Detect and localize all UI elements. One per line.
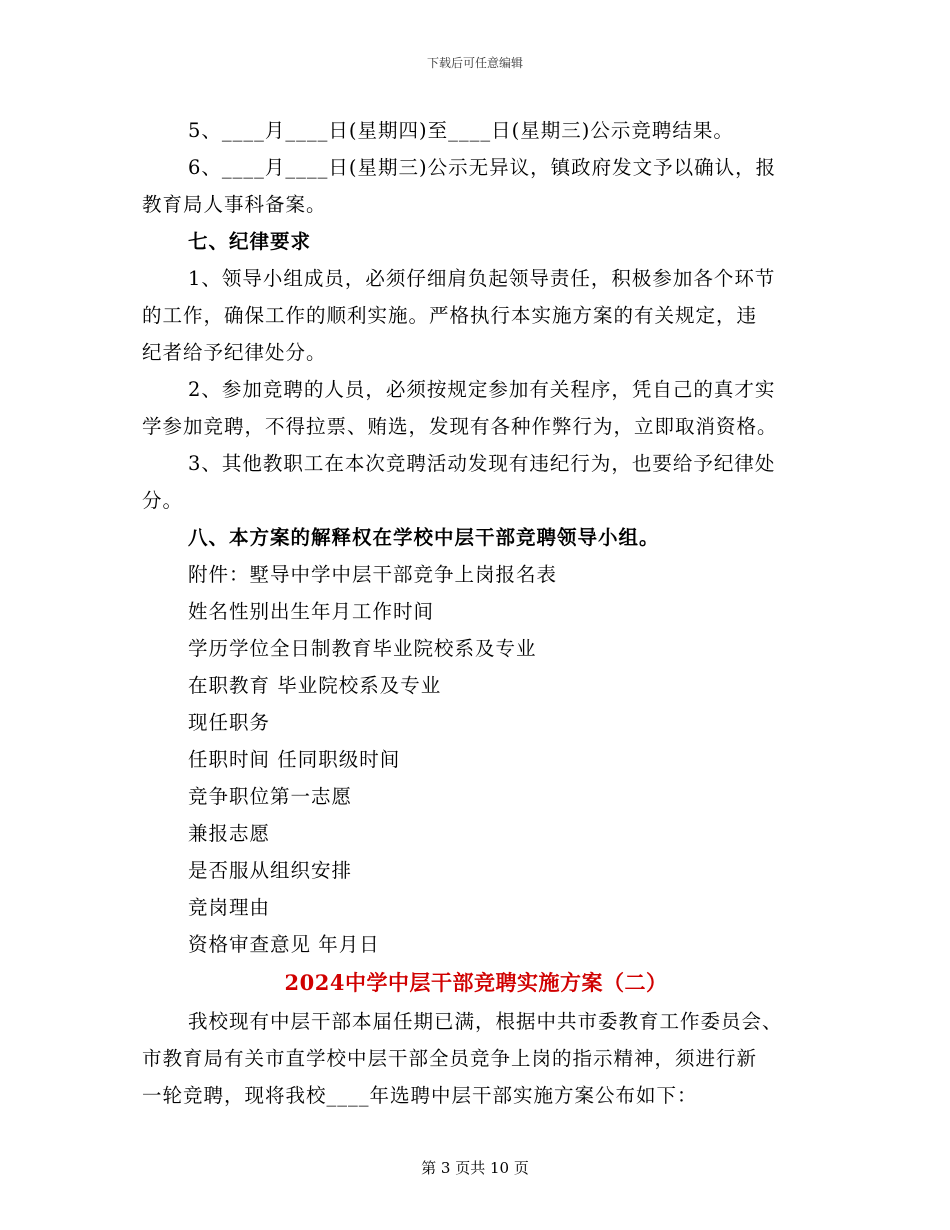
form-field-line: 学历学位全日制教育毕业院校系及专业	[188, 637, 537, 660]
form-field-line: 姓名性别出生年月工作时间	[188, 600, 435, 623]
form-field-line: 在职教育 毕业院校系及专业	[188, 674, 442, 697]
form-field-line: 任职时间 任同职级时间	[188, 748, 401, 771]
form-field-line: 是否服从组织安排	[188, 859, 353, 882]
paragraph-line: 我校现有中层干部本届任期已满，根据中共市委教育工作委员会、	[188, 1010, 783, 1033]
attachment-line: 附件：墅导中学中层干部竞争上岗报名表	[188, 563, 558, 586]
paragraph-line: 6、____月____日(星期三)公示无异议，镇政府发文予以确认，报	[188, 156, 777, 179]
paragraph-line: 的工作，确保工作的顺利实施。严格执行本实施方案的有关规定，违	[142, 304, 758, 327]
paragraph-line: 一轮竞聘，现将我校____年选聘中层干部实施方案公布如下：	[142, 1084, 698, 1107]
form-field-line: 现任职务	[188, 711, 271, 734]
paragraph-line: 纪者给予纪律处分。	[142, 341, 327, 364]
document-body	[142, 112, 810, 1114]
form-field-line: 竞岗理由	[188, 896, 271, 919]
form-field-line: 竞争职位第一志愿	[188, 785, 353, 808]
form-field-line: 兼报志愿	[188, 822, 271, 845]
paragraph-line: 分。	[142, 489, 184, 512]
paragraph-line: 学参加竞聘，不得拉票、贿选，发现有各种作弊行为，立即取消资格。	[142, 415, 778, 438]
section-heading: 七、纪律要求	[188, 230, 312, 253]
paragraph-line: 1、领导小组成员，必须仔细肩负起领导责任，积极参加各个环节	[188, 267, 776, 290]
paragraph-line: 3、其他教职工在本次竞聘活动发现有违纪行为，也要给予纪律处	[188, 452, 776, 475]
document-title: 2024中学中层干部竞聘实施方案（二）	[284, 970, 668, 995]
paragraph-line: 教育局人事科备案。	[142, 193, 327, 216]
paragraph-line: 市教育局有关市直学校中层干部全员竞争上岗的指示精神，须进行新	[142, 1047, 758, 1070]
page-footer: 第 3 页共 10 页	[421, 1159, 529, 1177]
paragraph-line: 5、____月____日(星期四)至____日(星期三)公示竞聘结果。	[188, 119, 734, 142]
paragraph-line: 2、参加竞聘的人员，必须按规定参加有关程序，凭自己的真才实	[188, 378, 776, 401]
page-header: 下载后可任意编辑	[426, 56, 523, 70]
section-heading: 八、本方案的解释权在学校中层干部竞聘领导小组。	[188, 526, 660, 549]
form-field-line: 资格审查意见 年月日	[188, 933, 380, 956]
